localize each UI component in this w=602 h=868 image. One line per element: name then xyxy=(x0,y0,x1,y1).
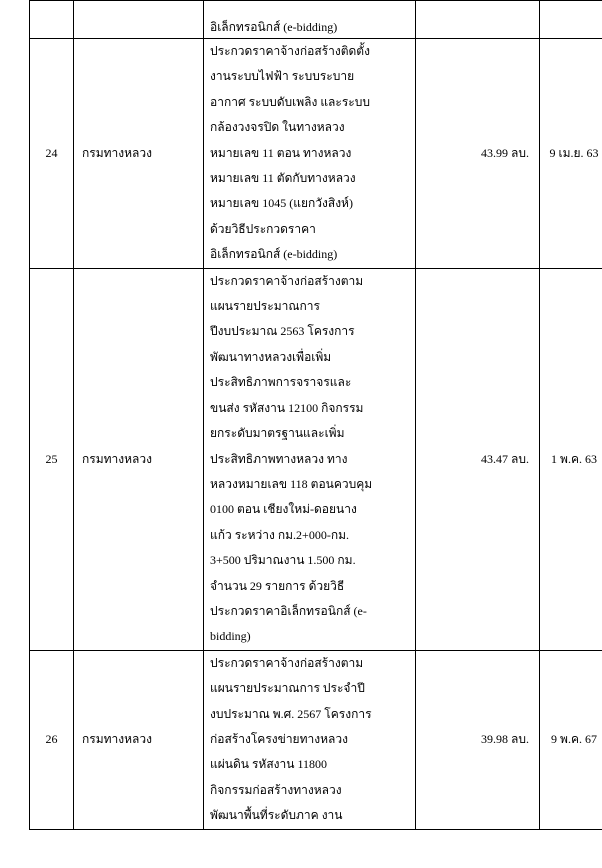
description-line: ก่อสร้างโครงข่ายทางหลวง xyxy=(210,731,348,746)
description-line: แผนรายประมาณการ xyxy=(210,299,320,314)
description-line: ประกวดราคาจ้างก่อสร้างตาม xyxy=(210,655,364,670)
budget-cell xyxy=(416,1,540,39)
description-line: ประกวดราคาจ้างก่อสร้างติดตั้ง xyxy=(210,44,370,58)
description-line: กิจกรรมก่อสร้างทางหลวง xyxy=(210,782,342,797)
budget-cell: 43.47 ลบ. xyxy=(416,268,540,650)
description-line: ประกวดราคาจ้างก่อสร้างตาม xyxy=(210,273,364,288)
agency-cell xyxy=(74,1,204,39)
description-line: จำนวน 29 รายการ ด้วยวิธี xyxy=(210,578,345,593)
row-number: 25 xyxy=(30,268,74,650)
description-line: งานระบบไฟฟ้า ระบบระบาย xyxy=(210,69,355,84)
description-line: หมายเลข 11 ตัดกับทางหลวง xyxy=(210,171,356,186)
agency-cell: กรมทางหลวง xyxy=(74,650,204,829)
description-cell xyxy=(204,268,416,650)
description-line: ยกระดับมาตรฐานและเพิ่ม xyxy=(210,426,345,441)
agency-cell: กรมทางหลวง xyxy=(74,268,204,650)
description-line: ขนส่ง รหัสงาน 12100 กิจกรรม xyxy=(210,400,364,415)
description-line: ประกวดราคาอิเล็กทรอนิกส์ (e- xyxy=(210,603,367,618)
procurement-table-body xyxy=(30,1,602,830)
date-cell xyxy=(540,1,602,39)
description-line: 0100 ตอน เชียงใหม่-ดอยนาง xyxy=(210,502,357,517)
description-line: ประสิทธิภาพการจราจรและ xyxy=(210,375,352,390)
description-line: พัฒนาพื้นที่ระดับภาค งาน xyxy=(210,808,343,823)
description-line: bidding) xyxy=(210,629,251,644)
description-line: งบประมาณ พ.ศ. 2567 โครงการ xyxy=(210,706,372,721)
date-cell: 1 พ.ค. 63 xyxy=(540,268,602,650)
description-line: แผ่นดิน รหัสงาน 11800 xyxy=(210,757,327,772)
description-line: ปีงบประมาณ 2563 โครงการ xyxy=(210,324,355,339)
row-number: 24 xyxy=(30,39,74,269)
description-line: 3+500 ปริมาณงาน 1.500 กม. xyxy=(210,553,356,568)
description-line: หลวงหมายเลข 118 ตอนควบคุม xyxy=(210,476,373,491)
date-cell: 9 เม.ย. 63 xyxy=(540,39,602,269)
row-number: 26 xyxy=(30,650,74,829)
description-line: ประสิทธิภาพทางหลวง ทาง xyxy=(210,451,348,466)
date-cell: 9 พ.ค. 67 xyxy=(540,650,602,829)
description-line: แก้ว ระหว่าง กม.2+000-กม. xyxy=(210,527,349,542)
description-line: อิเล็กทรอนิกส์ (e-bidding) xyxy=(210,247,338,262)
description-line: แผนรายประมาณการ ประจำปี xyxy=(210,681,365,696)
budget-cell: 39.98 ลบ. xyxy=(416,650,540,829)
description-cell xyxy=(204,39,416,269)
description-line: อากาศ ระบบดับเพลิง และระบบ xyxy=(210,94,370,109)
table-row xyxy=(30,1,602,39)
description-line: ด้วยวิธีประกวดราคา xyxy=(210,221,316,236)
description-cell xyxy=(204,1,416,39)
description-line: พัฒนาทางหลวงเพื่อเพิ่ม xyxy=(210,349,332,364)
table-row xyxy=(30,650,602,829)
description-line: กล้องวงจรปิด ในทางหลวง xyxy=(210,120,345,135)
table-row xyxy=(30,268,602,650)
description-line: อิเล็กทรอนิกส์ (e-bidding) xyxy=(210,20,338,34)
description-line: หมายเลข 11 ตอน ทางหลวง xyxy=(210,145,352,160)
description-line: หมายเลข 1045 (แยกวังสิงห์) xyxy=(210,196,353,211)
table-row xyxy=(30,39,602,269)
row-number xyxy=(30,1,74,39)
procurement-table xyxy=(29,0,602,830)
budget-cell: 43.99 ลบ. xyxy=(416,39,540,269)
agency-cell: กรมทางหลวง xyxy=(74,39,204,269)
description-cell xyxy=(204,650,416,829)
